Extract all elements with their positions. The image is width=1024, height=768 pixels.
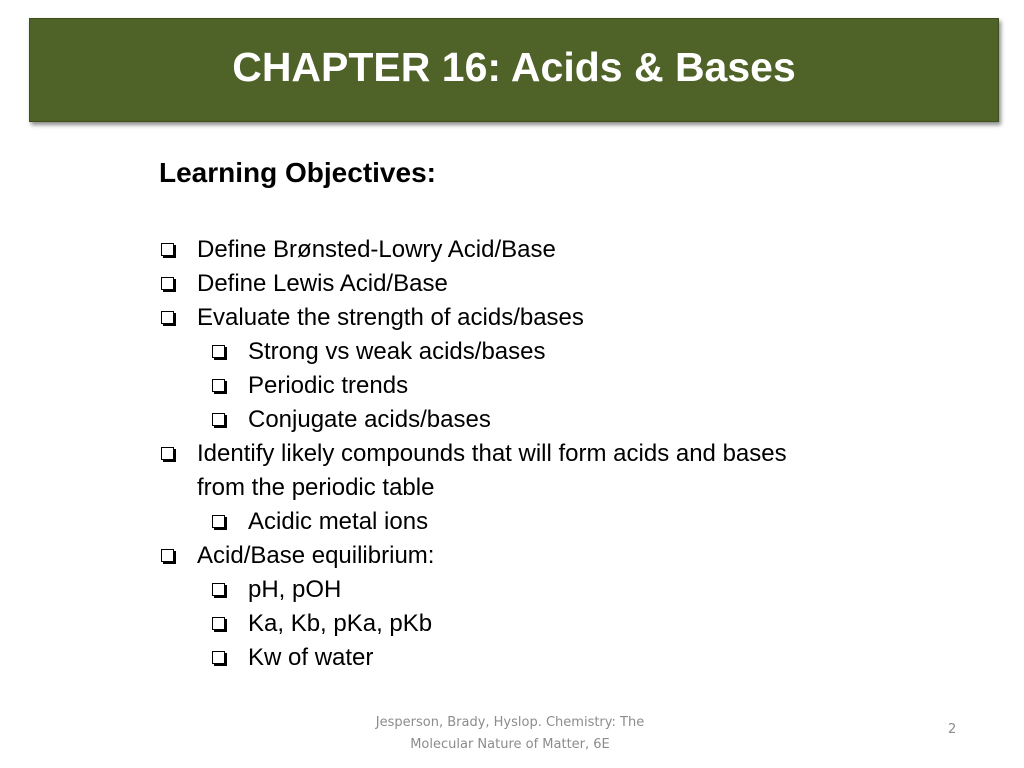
list-subitem-text: Periodic trends: [248, 372, 409, 399]
list-item-text: Evaluate the strength of acids/bases: [197, 304, 584, 331]
list-subitem: [159, 335, 859, 369]
list-subitem-text: pH, pOH: [248, 576, 342, 603]
checkbox-square-icon: [212, 617, 225, 630]
checkbox-square-icon: [161, 447, 174, 460]
learning-objectives-heading: Learning Objectives:: [159, 157, 436, 188]
objectives-list: [159, 233, 859, 675]
list-subitem-text: Ka, Kb, pKa, pKb: [248, 610, 433, 637]
list-subitem: [159, 403, 859, 437]
list-item: [159, 437, 817, 505]
list-subitem: [159, 369, 859, 403]
page-number: 2: [948, 722, 957, 737]
list-item-text: Define Brønsted-Lowry Acid/Base: [197, 236, 556, 263]
checkbox-square-icon: [161, 243, 174, 256]
list-subitem-text: Conjugate acids/bases: [248, 406, 491, 433]
checkbox-square-icon: [212, 345, 225, 358]
list-item-text: Acid/Base equilibrium:: [197, 542, 435, 569]
checkbox-square-icon: [212, 379, 225, 392]
checkbox-square-icon: [212, 583, 225, 596]
list-item-text: Identify likely compounds that will form acids and bases from the periodic table: [197, 440, 787, 501]
list-item-text: Define Lewis Acid/Base: [197, 270, 448, 297]
footer-line-1: Jesperson, Brady, Hyslop. Chemistry: The: [375, 715, 645, 730]
list-item: [159, 267, 859, 301]
list-subitem-text: Strong vs weak acids/bases: [248, 338, 546, 365]
slide-content: [159, 153, 859, 675]
list-subitem: [159, 641, 859, 675]
list-subitem: [159, 505, 859, 539]
footer-citation: [340, 712, 680, 756]
list-subitem-text: Kw of water: [248, 644, 374, 671]
slide-title: CHAPTER 16: Acids & Bases: [232, 43, 796, 90]
title-bar: [29, 18, 999, 122]
checkbox-square-icon: [212, 413, 225, 426]
list-item: [159, 539, 859, 573]
checkbox-square-icon: [161, 549, 174, 562]
list-item: [159, 233, 859, 267]
checkbox-square-icon: [212, 515, 225, 528]
checkbox-square-icon: [161, 277, 174, 290]
checkbox-square-icon: [161, 311, 174, 324]
footer-line-2: Molecular Nature of Matter, 6E: [410, 737, 610, 752]
list-subitem-text: Acidic metal ions: [248, 508, 429, 535]
list-subitem: [159, 573, 859, 607]
list-subitem: [159, 607, 859, 641]
list-item: [159, 301, 859, 335]
checkbox-square-icon: [212, 651, 225, 664]
